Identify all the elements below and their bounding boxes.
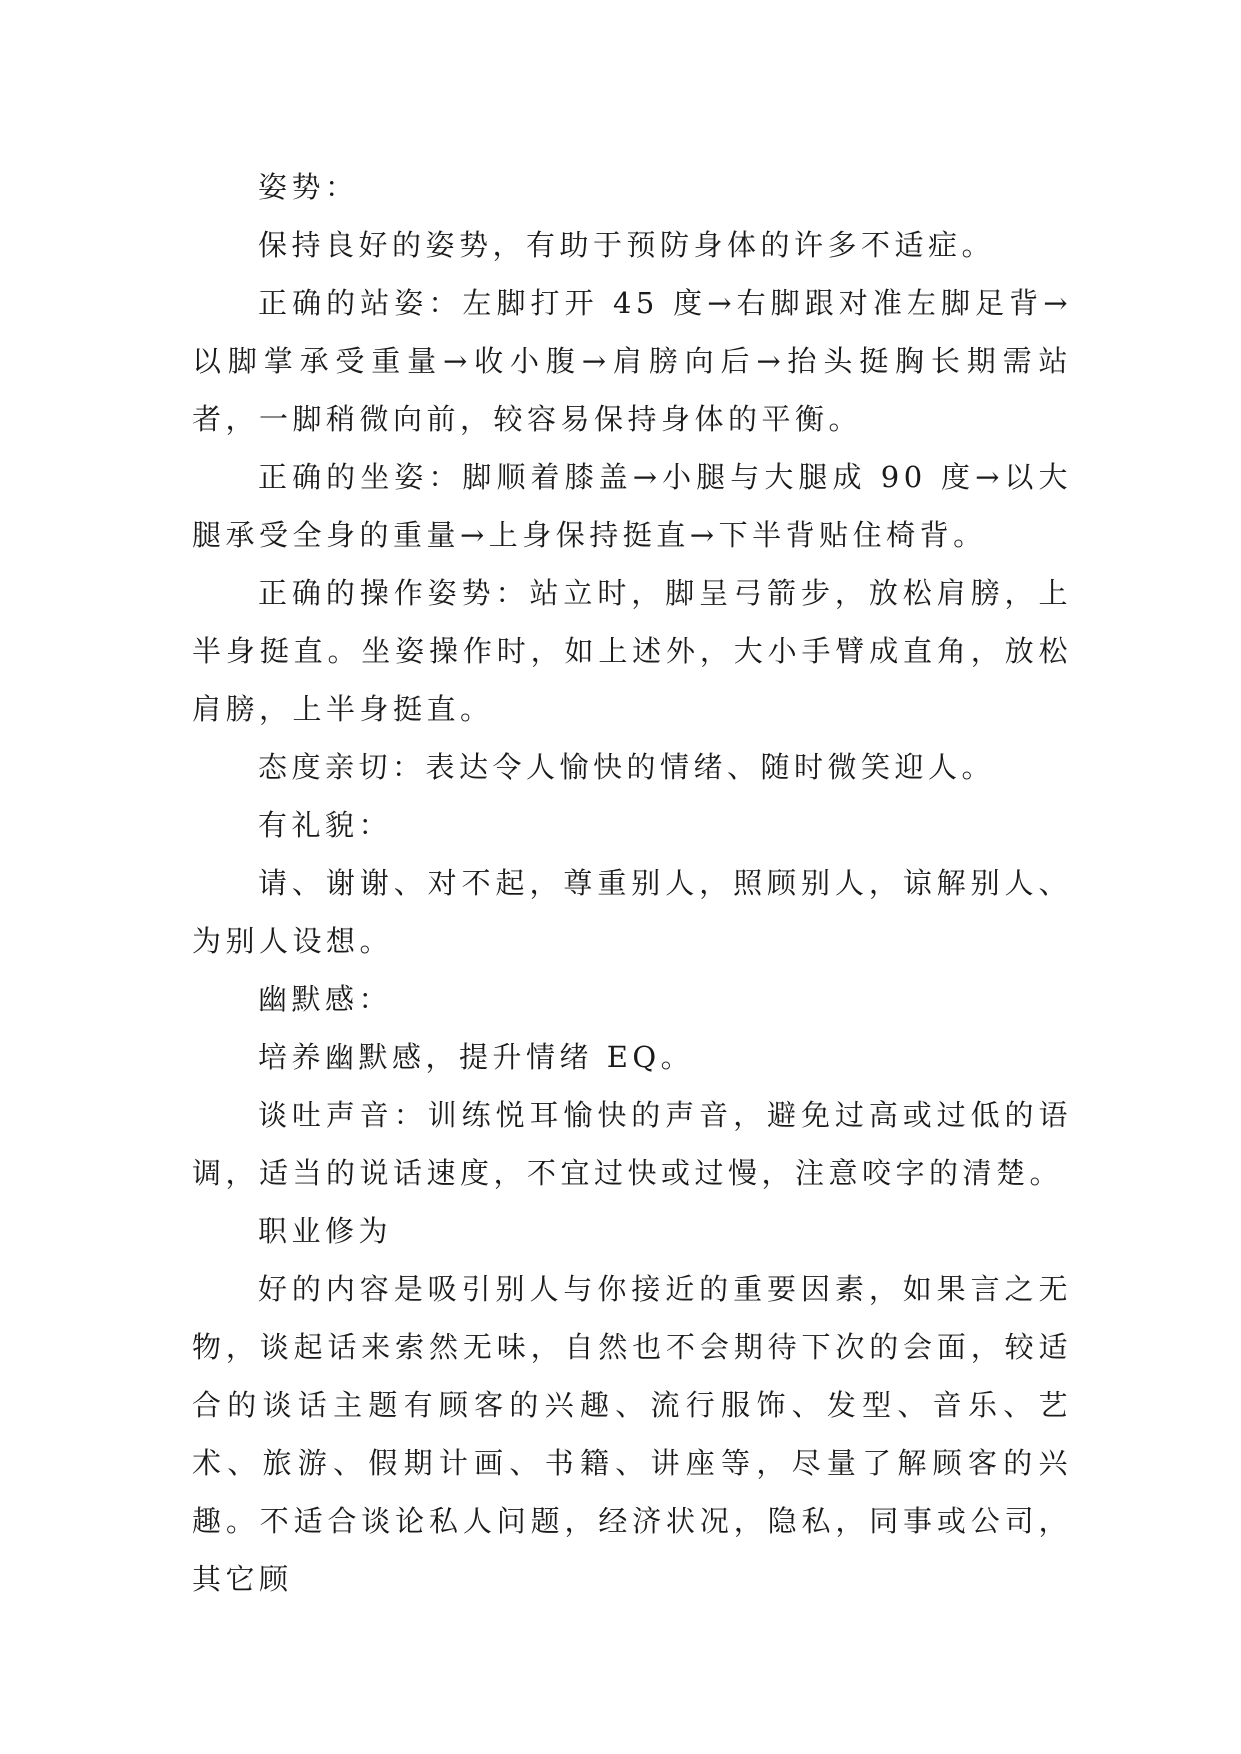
paragraph-conversation-content: 好的内容是吸引别人与你接近的重要因素，如果言之无物，谈起话来索然无味，自然也不会期待下次的会面，较适合的谈话主题有顾客的兴趣、流行服饰、发型、音乐、艺术、旅游、假期计画、书籍、讲座等，尽量了解顾客的兴趣。不适合谈论私人问题，经济状况，隐私，同事或公司，其它顾 xyxy=(192,1272,1072,1596)
document-body xyxy=(192,158,1072,1608)
paragraph-friendly-attitude: 态度亲切：表达令人愉快的情绪、随时微笑迎人。 xyxy=(258,750,996,784)
paragraph-speech-voice: 谈吐声音：训练悦耳愉快的声音，避免过高或过低的语调，适当的说话速度，不宜过快或过慢，注意咬字的清楚。 xyxy=(192,1098,1072,1190)
heading-politeness: 有礼貌： xyxy=(258,808,393,842)
paragraph-standing-posture: 正确的站姿：左脚打开 45 度→右脚跟对准左脚足背→以脚掌承受重量→收小腹→肩膀向后→抬头挺胸长期需站者，一脚稍微向前，较容易保持身体的平衡。 xyxy=(192,286,1072,436)
heading-posture: 姿势： xyxy=(258,170,359,204)
paragraph-operating-posture: 正确的操作姿势：站立时，脚呈弓箭步，放松肩膀，上半身挺直。坐姿操作时，如上述外，大小手臂成直角，放松肩膀，上半身挺直。 xyxy=(192,576,1072,726)
paragraph-politeness: 请、谢谢、对不起，尊重别人，照顾别人，谅解别人、为别人设想。 xyxy=(192,866,1072,958)
heading-humor: 幽默感： xyxy=(258,982,393,1016)
paragraph-sitting-posture: 正确的坐姿：脚顺着膝盖→小腿与大腿成 90 度→以大腿承受全身的重量→上身保持挺直→下半背贴住椅背。 xyxy=(192,460,1072,552)
paragraph-humor: 培养幽默感，提升情绪 EQ。 xyxy=(258,1040,695,1074)
heading-professional-cultivation: 职业修为 xyxy=(258,1214,393,1248)
paragraph-posture-intro: 保持良好的姿势，有助于预防身体的许多不适症。 xyxy=(258,228,996,262)
